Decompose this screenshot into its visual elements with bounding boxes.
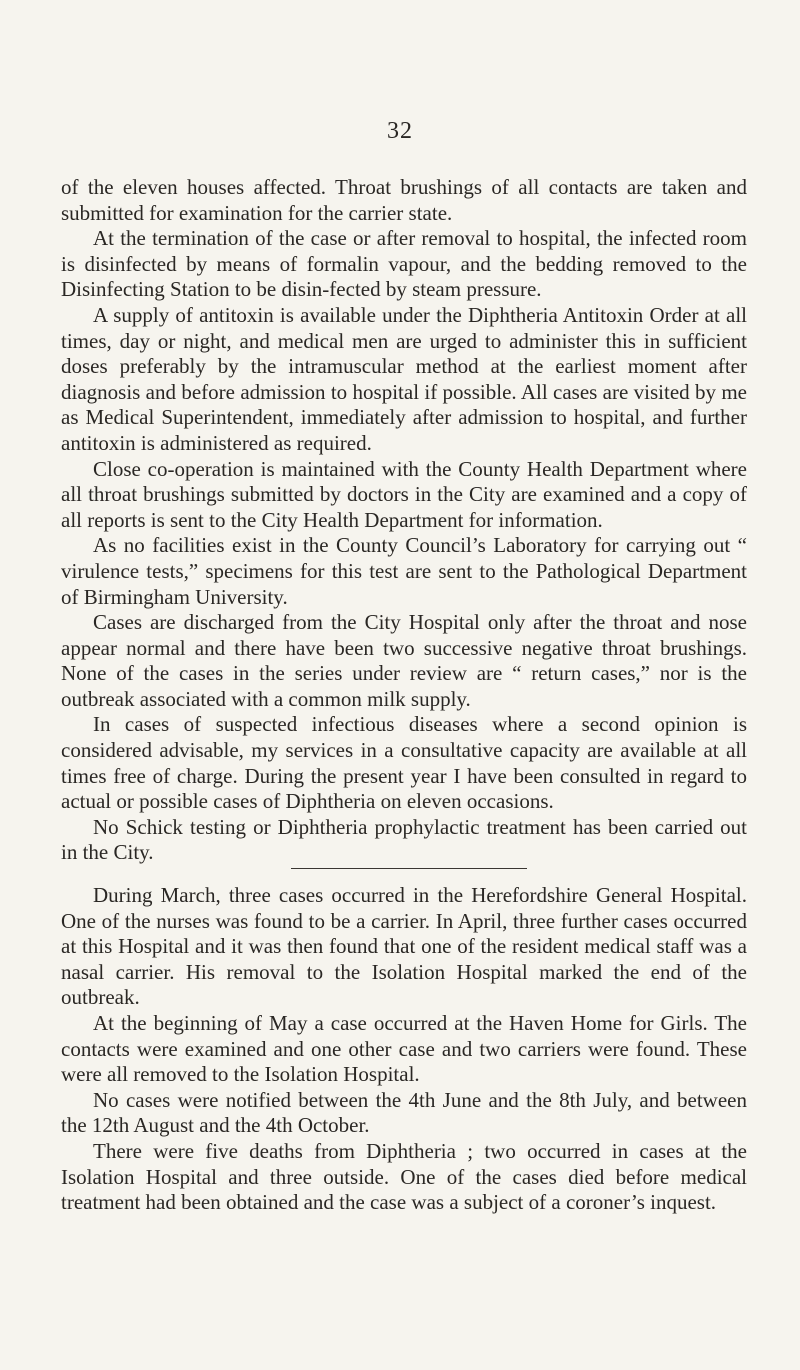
section-two: [61, 883, 747, 1216]
paragraph: At the beginning of May a case occurred at the Haven Home for Girls. The contacts were examined and one other case and two carriers were found. These were all removed to the Isolation Hospital.: [61, 1010, 747, 1087]
paragraph: Close co-operation is maintained with the County Health Department where all throat brushings submitted by doctors in the City are examined and a copy of all reports is sent to the City Health Department for information.: [61, 456, 747, 532]
paragraph: In cases of suspected infectious diseases where a second opinion is considered advisable, my services in a consultative capacity are available at all times free of charge. During the present year I have been consulted in regard to actual or possible cases of Diphtheria on eleven occasions.: [61, 712, 747, 814]
paragraph: During March, three cases occurred in the Herefordshire General Hospital. One of the nurses was found to be a carrier. In April, three further cases occurred at this Hospital and it was then found that one of the resident medical staff was a nasal carrier. His removal to the Isolation Hospital marked the end of the outbreak.: [61, 883, 747, 1010]
paragraph: A supply of antitoxin is available under the Diphtheria Antitoxin Order at all times, day or night, and medical men are urged to administer this in sufficient doses preferably by the intramuscular method at the earliest moment after diagnosis and before admission to hospital if possible. All cases are visited by me as Medical Superintendent, immediately after admission to hospital, and further antitoxin is administered as required.: [61, 302, 747, 455]
paragraph: Cases are discharged from the City Hospital only after the throat and nose appear normal and there have been two successive negative throat brushings. None of the cases in the series under review are “ return cases,” nor is the outbreak associated with a common milk supply.: [61, 610, 747, 711]
page-number: 32: [387, 118, 413, 144]
paragraph: No cases were notified between the 4th June and the 8th July, and between the 12th August and the 4th October.: [61, 1087, 747, 1138]
section-one: [61, 175, 747, 866]
paragraph: There were five deaths from Diphtheria ; two occurred in cases at the Isolation Hospital and three outside. One of the cases died before medical treatment had been obtained and the case was a subject of a coroner’s inquest.: [61, 1138, 747, 1215]
section-divider: [291, 868, 527, 869]
paragraph: No Schick testing or Diphtheria prophylactic treatment has been carried out in the City.: [61, 814, 747, 865]
paragraph: As no facilities exist in the County Council’s Laboratory for carrying out “ virulence tests,” specimens for this test are sent to the Pathological Department of Birmingham University.: [61, 533, 747, 609]
paragraph: of the eleven houses affected. Throat brushings of all contacts are taken and submitted for examination for the carrier state.: [61, 175, 747, 225]
paragraph: At the termination of the case or after removal to hospital, the infected room is disinfected by means of formalin vapour, and the bedding removed to the Disinfecting Station to be disin-fected by steam pressure.: [61, 226, 747, 302]
